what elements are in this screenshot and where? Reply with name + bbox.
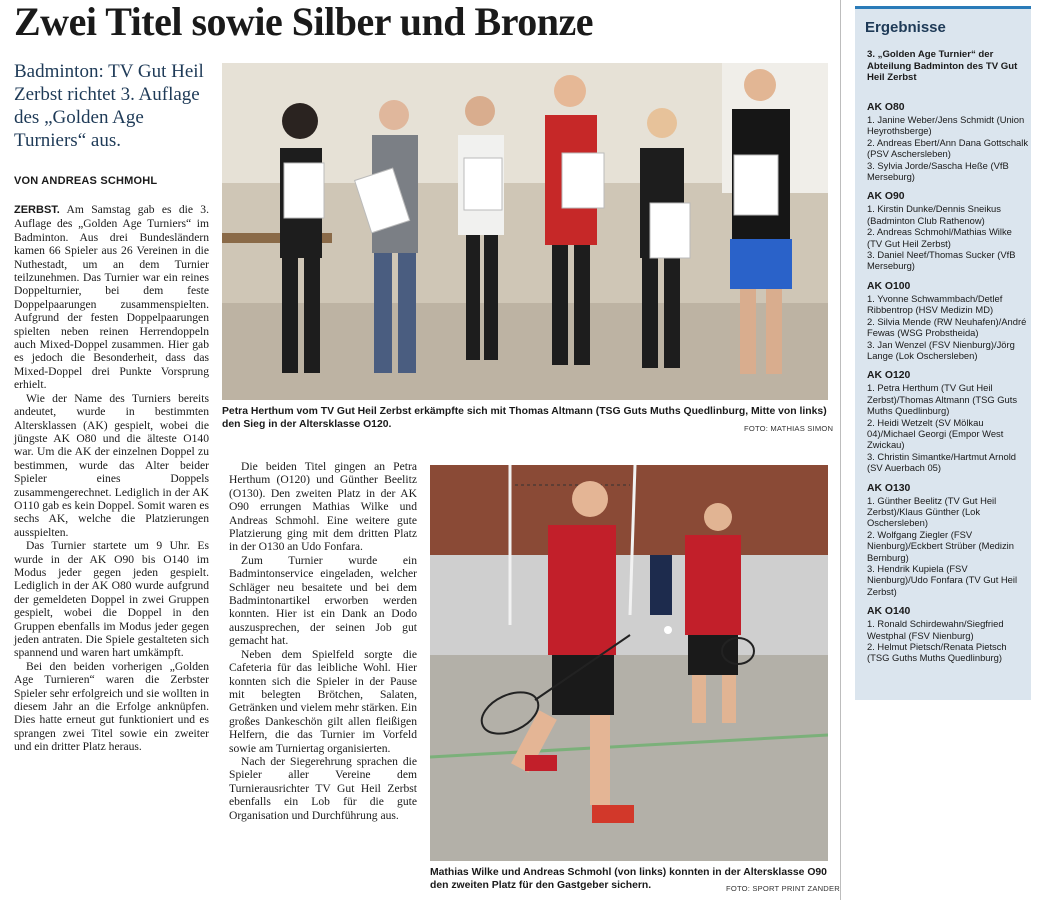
paragraph: Nach der Siegerehrung sprachen die Spieler aller Vereine dem Turnierausrichter TV Gut Heil Zerbst ebenfalls ein Lob für die gute Organisation und Durchführung aus. — [229, 754, 417, 822]
results-list — [867, 102, 1029, 673]
paragraph: Wie der Name des Turniers bereits andeutet, wurde in bestimmten Altersklassen (AK) gespielt, wobei die jüngste AK O80 und die älteste O140 war. Um die AK der einzelnen Doppel zu bestimmen, wurde das Alter beider Spieler eines Doppels zusammengerechnet. Lediglich in der AK O110 gab es kein Doppel. Somit waren es sechs AK, welche die Platzierungen ausspielten. — [14, 391, 209, 539]
result-entry: 1. Janine Weber/Jens Schmidt (Union Heyrothsberge) — [867, 114, 1025, 137]
paragraph: Die beiden Titel gingen an Petra Herthum (O120) und Günther Beelitz (O130). Den zweiten Platz in der AK O90 errungen Mathias Wilke und Andreas Schmohl. Eine weitere gute Platzierung ging mit dem dritten Platz in der O130 an Udo Fonfara. — [229, 460, 417, 554]
article-column-1 — [14, 203, 209, 754]
headline: Zwei Titel sowie Silber und Bronze — [14, 0, 593, 44]
photo-credit: FOTO: MATHIAS SIMON — [744, 424, 834, 433]
sidebar-title: Ergebnisse — [865, 19, 946, 36]
result-entry: 1. Ronald Schirdewahn/Siegfried Westphal (FSV Nienburg) — [867, 618, 1004, 641]
age-class-group — [867, 102, 1029, 182]
result-entry: 1. Petra Herthum (TV Gut Heil Zerbst)/Thomas Altmann (TSG Guts Muths Quedlinburg) — [867, 382, 1018, 417]
result-entry: 2. Wolfgang Ziegler (FSV Nienburg)/Eckbert Strüber (Medizin Bernburg) — [867, 528, 1014, 563]
age-class-heading: AK O140 — [867, 606, 911, 618]
result-entry: 1. Kirstin Dunke/Dennis Sneikus (Badminton Club Rathenow) — [867, 203, 1001, 226]
photo-caption: Petra Herthum vom TV Gut Heil Zerbst erkämpfte sich mit Thomas Altmann (TSG Guts Muths Quedlinburg, Mitte von links) den Sieg in der Altersklasse O120. — [222, 406, 827, 430]
result-entry: 3. Daniel Neef/Thomas Sucker (VfB Merseburg) — [867, 249, 1016, 272]
sidebar-intro: 3. „Golden Age Turnier“ der Abteilung Badminton des TV Gut Heil Zerbst — [867, 49, 1018, 84]
award-ceremony-photo — [222, 63, 828, 400]
age-class-group — [867, 483, 1029, 598]
paragraph: Zum Turnier wurde ein Badmintonservice eingeladen, welcher Schläger neu besaitete und bei dem Badmintonartikel erworben werden konnten. Hier ist ein Dank an Dodo auszusprechen, der seinen Job gut gemacht hat. — [229, 553, 417, 648]
age-class-group — [867, 370, 1029, 473]
age-class-heading: AK O90 — [867, 191, 905, 203]
result-entry: 3. Jan Wenzel (FSV Nienburg)/Jörg Lange (Lok Oschersleben) — [867, 338, 1015, 361]
photo-credit: FOTO: SPORT PRINT ZANDER — [726, 884, 840, 893]
paragraph — [14, 203, 209, 392]
result-entry: 3. Hendrik Kupiela (FSV Nienburg)/Udo Fonfara (TV Gut Heil Zerbst) — [867, 563, 1018, 597]
result-entry: 2. Andreas Ebert/Ann Dana Gottschalk (PSV Aschersleben) — [867, 136, 1029, 160]
result-entry: 2. Andreas Schmohl/Mathias Wilke (TV Gut Heil Zerbst) — [867, 226, 1012, 249]
age-class-heading: AK O120 — [867, 370, 911, 382]
paragraph: Bei den beiden vorherigen „Golden Age Turnieren“ waren die Zerbster Spieler sehr erfolgreich und sie wollten in diesem Jahr an die Erfolge anknüpfen. Dies hatte erneut gut funktioniert und es sprangen zwei Titel sowie ein zweiter und ein dritter Platz heraus. — [14, 659, 209, 754]
paragraph: Das Turnier startete um 9 Uhr. Es wurde in der AK O90 bis O140 im Modus jeder gegen jeden gespielt. Lediglich in der AK O80 wurde aufgrund der gemeldeten Doppel in zwei Gruppen gespielt, wobei die Doppel in den Gruppen ebenfalls im Modus jeder gegen jeden antraten. Die Spiele gestalteten sich spannend und waren hart umkämpft. — [14, 539, 209, 660]
dateline: ZERBST. — [14, 204, 60, 216]
age-class-group — [867, 191, 1029, 271]
age-class-heading: AK O130 — [867, 482, 911, 494]
column-divider — [840, 0, 841, 900]
age-class-group — [867, 606, 1029, 664]
byline: VON ANDREAS SCHMOHL — [14, 175, 158, 187]
results-sidebar — [855, 6, 1031, 700]
paragraph-text: Am Samstag gab es die 3. Auflage des „Golden Age Turniers“ im Badminton. Aus drei Bundesländern kamen 66 Spieler aus 26 Vereinen in die Nuthestadt, um an dem Turnier teilzunehmen. Das Turnier war ein reines Doppelturnier, bei dem feste Doppelpaarungen zusammenspielten. Aufgrund der festen Doppelpaarungen spielten neben reinen Herrendoppeln auch Mixed-Doppel zusammen. Hier gab es jedoch die Besonderheit, dass das Mixed-Doppel drei Punkte Vorsprung erhielt. — [14, 203, 209, 392]
result-entry: 3. Christin Simantke/Hartmut Arnold (SV Auerbach 05) — [867, 450, 1017, 474]
result-entry: 2. Helmut Pietsch/Renata Pietsch (TSG Guths Muths Quedlinburg) — [867, 641, 1007, 664]
age-class-heading: AK O100 — [867, 280, 911, 292]
result-entry: 2. Heidi Wetzelt (SV Mölkau 04)/Michael Georgi (Empor West Zwickau) — [867, 416, 1004, 451]
badminton-match-photo — [430, 465, 828, 861]
result-entry: 3. Sylvia Jorde/Sascha Heße (VfB Merseburg) — [867, 159, 1009, 183]
shuttlecock-icon — [664, 626, 672, 634]
paragraph: Neben dem Spielfeld sorgte die Cafeteria für das leibliche Wohl. Hier konnten sich die Spieler in der Pause mit belegten Brötchen, Salaten, Getränken und vielem mehr stärken. Ein großes Dankeschön gilt allen fleißigen Helfern, die das Turnier im Vorfeld sowie am Turniertag organisierten. — [229, 647, 418, 755]
subheadline: Badminton: TV Gut Heil Zerbst richtet 3. Auflage des „Golden Age Turniers“ aus. — [14, 61, 204, 151]
age-class-group — [867, 281, 1029, 361]
result-entry: 1. Yvonne Schwammbach/Detlef Ribbentrop (HSV Medizin MD) — [867, 292, 1003, 316]
photo-caption: Mathias Wilke und Andreas Schmohl (von links) konnten in der Altersklasse O90 den zweiten Platz für den Gastgeber sichern. — [430, 867, 827, 891]
age-class-heading: AK O80 — [867, 102, 905, 113]
result-entry: 1. Günther Beelitz (TV Gut Heil Zerbst)/Klaus Günther (Lok Oschersleben) — [867, 494, 997, 529]
article-column-2 — [229, 460, 417, 822]
result-entry: 2. Silvia Mende (RW Neuhafen)/André Fewas (WSG Probstheida) — [867, 315, 1027, 339]
